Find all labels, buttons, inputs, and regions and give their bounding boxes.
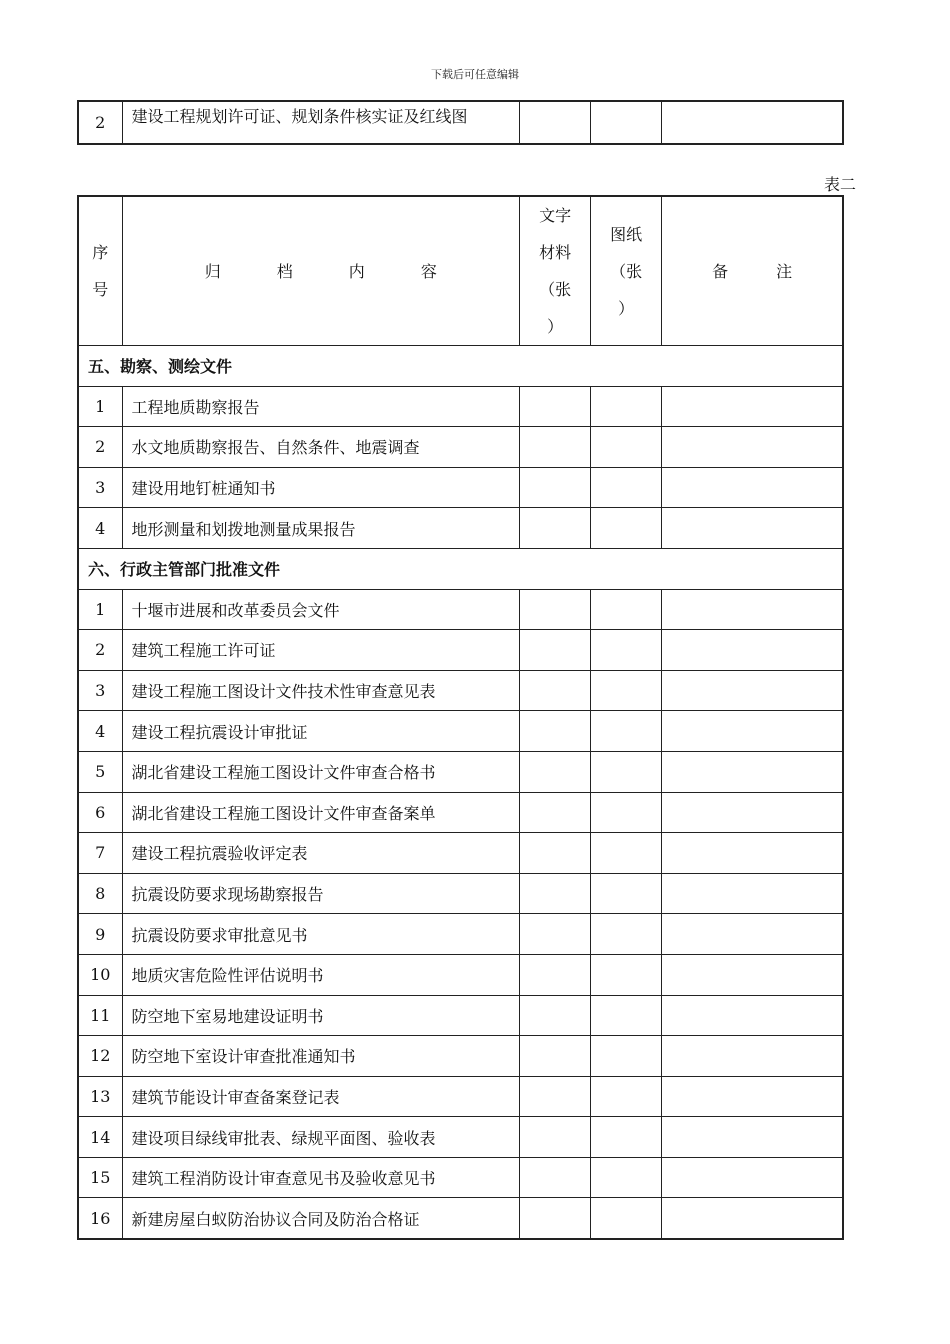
row-number: 1 xyxy=(78,589,122,630)
text-material-cell xyxy=(520,1198,591,1239)
note-cell xyxy=(662,1036,843,1077)
row-content: 地质灾害危险性评估说明书 xyxy=(122,954,520,995)
text-material-cell xyxy=(520,467,591,508)
header-drawings: 图纸 （张 ） xyxy=(591,196,662,346)
table-row xyxy=(78,1036,843,1077)
drawings-cell xyxy=(591,873,662,914)
row-number: 5 xyxy=(78,751,122,792)
row-content: 建设工程抗震设计审批证 xyxy=(122,711,520,752)
row-content: 建筑节能设计审查备案登记表 xyxy=(122,1076,520,1117)
table-row xyxy=(78,1157,843,1198)
row-number: 8 xyxy=(78,873,122,914)
table-row xyxy=(78,954,843,995)
row-number: 13 xyxy=(78,1076,122,1117)
table-row xyxy=(78,873,843,914)
table-label: 表二 xyxy=(824,175,857,194)
text-material-cell xyxy=(520,670,591,711)
table-row xyxy=(78,914,843,955)
note-cell xyxy=(662,427,843,468)
page-header: 下载后可任意编辑 xyxy=(431,68,519,81)
drawings-cell xyxy=(591,101,662,144)
row-number: 15 xyxy=(78,1157,122,1198)
drawings-cell xyxy=(591,630,662,671)
drawings-cell xyxy=(591,386,662,427)
row-content: 建设工程施工图设计文件技术性审查意见表 xyxy=(122,670,520,711)
row-content: 十堰市进展和改革委员会文件 xyxy=(122,589,520,630)
header-text-material: 文字 材料 （张 ） xyxy=(520,196,591,346)
table-row xyxy=(78,589,843,630)
drawings-cell xyxy=(591,589,662,630)
row-content: 水文地质勘察报告、自然条件、地震调查 xyxy=(122,427,520,468)
text-material-cell xyxy=(520,833,591,874)
note-cell xyxy=(662,792,843,833)
drawings-cell xyxy=(591,792,662,833)
row-content: 湖北省建设工程施工图设计文件审查备案单 xyxy=(122,792,520,833)
table-row xyxy=(78,386,843,427)
table-body xyxy=(78,346,843,1240)
note-cell xyxy=(662,1157,843,1198)
table-row xyxy=(78,508,843,549)
note-cell xyxy=(662,508,843,549)
header-content: 归 档 内 容 xyxy=(122,196,520,346)
note-cell xyxy=(662,914,843,955)
note-cell xyxy=(662,751,843,792)
row-number: 2 xyxy=(78,101,122,144)
row-number: 1 xyxy=(78,386,122,427)
drawings-cell xyxy=(591,995,662,1036)
header-note: 备 注 xyxy=(662,196,843,346)
text-material-cell xyxy=(520,1076,591,1117)
row-number: 3 xyxy=(78,670,122,711)
row-content: 建设工程规划许可证、规划条件核实证及红线图 xyxy=(122,101,520,144)
drawings-cell xyxy=(591,467,662,508)
text-material-cell xyxy=(520,589,591,630)
drawings-cell xyxy=(591,833,662,874)
text-material-cell xyxy=(520,386,591,427)
row-content: 地形测量和划拨地测量成果报告 xyxy=(122,508,520,549)
table-row xyxy=(78,711,843,752)
row-content: 防空地下室设计审查批准通知书 xyxy=(122,1036,520,1077)
drawings-cell xyxy=(591,1198,662,1239)
text-material-cell xyxy=(520,792,591,833)
drawings-cell xyxy=(591,1157,662,1198)
note-cell xyxy=(662,101,843,144)
table-row xyxy=(78,1117,843,1158)
table-row xyxy=(78,467,843,508)
table-row xyxy=(78,1198,843,1239)
archive-table xyxy=(77,195,844,1240)
note-cell xyxy=(662,630,843,671)
row-number: 6 xyxy=(78,792,122,833)
drawings-cell xyxy=(591,670,662,711)
drawings-cell xyxy=(591,1117,662,1158)
row-content: 建筑工程施工许可证 xyxy=(122,630,520,671)
row-content: 工程地质勘察报告 xyxy=(122,386,520,427)
drawings-cell xyxy=(591,914,662,955)
drawings-cell xyxy=(591,1076,662,1117)
continued-table xyxy=(77,100,844,145)
row-number: 10 xyxy=(78,954,122,995)
row-number: 2 xyxy=(78,427,122,468)
row-number: 14 xyxy=(78,1117,122,1158)
text-material-cell xyxy=(520,427,591,468)
row-number: 3 xyxy=(78,467,122,508)
row-content: 抗震设防要求审批意见书 xyxy=(122,914,520,955)
table-row xyxy=(78,101,843,144)
text-material-cell xyxy=(520,508,591,549)
section-row xyxy=(78,548,843,589)
section-row xyxy=(78,346,843,387)
drawings-cell xyxy=(591,751,662,792)
row-content: 建筑工程消防设计审查意见书及验收意见书 xyxy=(122,1157,520,1198)
drawings-cell xyxy=(591,711,662,752)
section-title: 六、行政主管部门批准文件 xyxy=(78,548,843,589)
row-content: 建设工程抗震验收评定表 xyxy=(122,833,520,874)
row-number: 4 xyxy=(78,711,122,752)
note-cell xyxy=(662,711,843,752)
table-row xyxy=(78,833,843,874)
note-cell xyxy=(662,873,843,914)
row-content: 湖北省建设工程施工图设计文件审查合格书 xyxy=(122,751,520,792)
note-cell xyxy=(662,670,843,711)
text-material-cell xyxy=(520,101,591,144)
text-material-cell xyxy=(520,995,591,1036)
table-row xyxy=(78,792,843,833)
drawings-cell xyxy=(591,427,662,468)
row-number: 9 xyxy=(78,914,122,955)
drawings-cell xyxy=(591,508,662,549)
text-material-cell xyxy=(520,954,591,995)
row-number: 12 xyxy=(78,1036,122,1077)
text-material-cell xyxy=(520,751,591,792)
table-row xyxy=(78,995,843,1036)
note-cell xyxy=(662,995,843,1036)
row-content: 建设用地钉桩通知书 xyxy=(122,467,520,508)
row-content: 建设项目绿线审批表、绿规平面图、验收表 xyxy=(122,1117,520,1158)
row-number: 2 xyxy=(78,630,122,671)
text-material-cell xyxy=(520,630,591,671)
note-cell xyxy=(662,467,843,508)
section-title: 五、勘察、测绘文件 xyxy=(78,346,843,387)
row-number: 11 xyxy=(78,995,122,1036)
row-number: 4 xyxy=(78,508,122,549)
table-row xyxy=(78,427,843,468)
row-content: 抗震设防要求现场勘察报告 xyxy=(122,873,520,914)
table-header-row xyxy=(78,196,843,346)
note-cell xyxy=(662,954,843,995)
row-content: 防空地下室易地建设证明书 xyxy=(122,995,520,1036)
text-material-cell xyxy=(520,1036,591,1077)
header-no: 序 号 xyxy=(78,196,122,346)
table-row xyxy=(78,1076,843,1117)
row-number: 7 xyxy=(78,833,122,874)
table-row xyxy=(78,630,843,671)
text-material-cell xyxy=(520,711,591,752)
text-material-cell xyxy=(520,1117,591,1158)
text-material-cell xyxy=(520,873,591,914)
note-cell xyxy=(662,589,843,630)
drawings-cell xyxy=(591,954,662,995)
row-content: 新建房屋白蚁防治协议合同及防治合格证 xyxy=(122,1198,520,1239)
note-cell xyxy=(662,386,843,427)
note-cell xyxy=(662,1198,843,1239)
note-cell xyxy=(662,1076,843,1117)
table-row xyxy=(78,751,843,792)
note-cell xyxy=(662,833,843,874)
table-row xyxy=(78,670,843,711)
row-number: 16 xyxy=(78,1198,122,1239)
text-material-cell xyxy=(520,1157,591,1198)
text-material-cell xyxy=(520,914,591,955)
drawings-cell xyxy=(591,1036,662,1077)
note-cell xyxy=(662,1117,843,1158)
